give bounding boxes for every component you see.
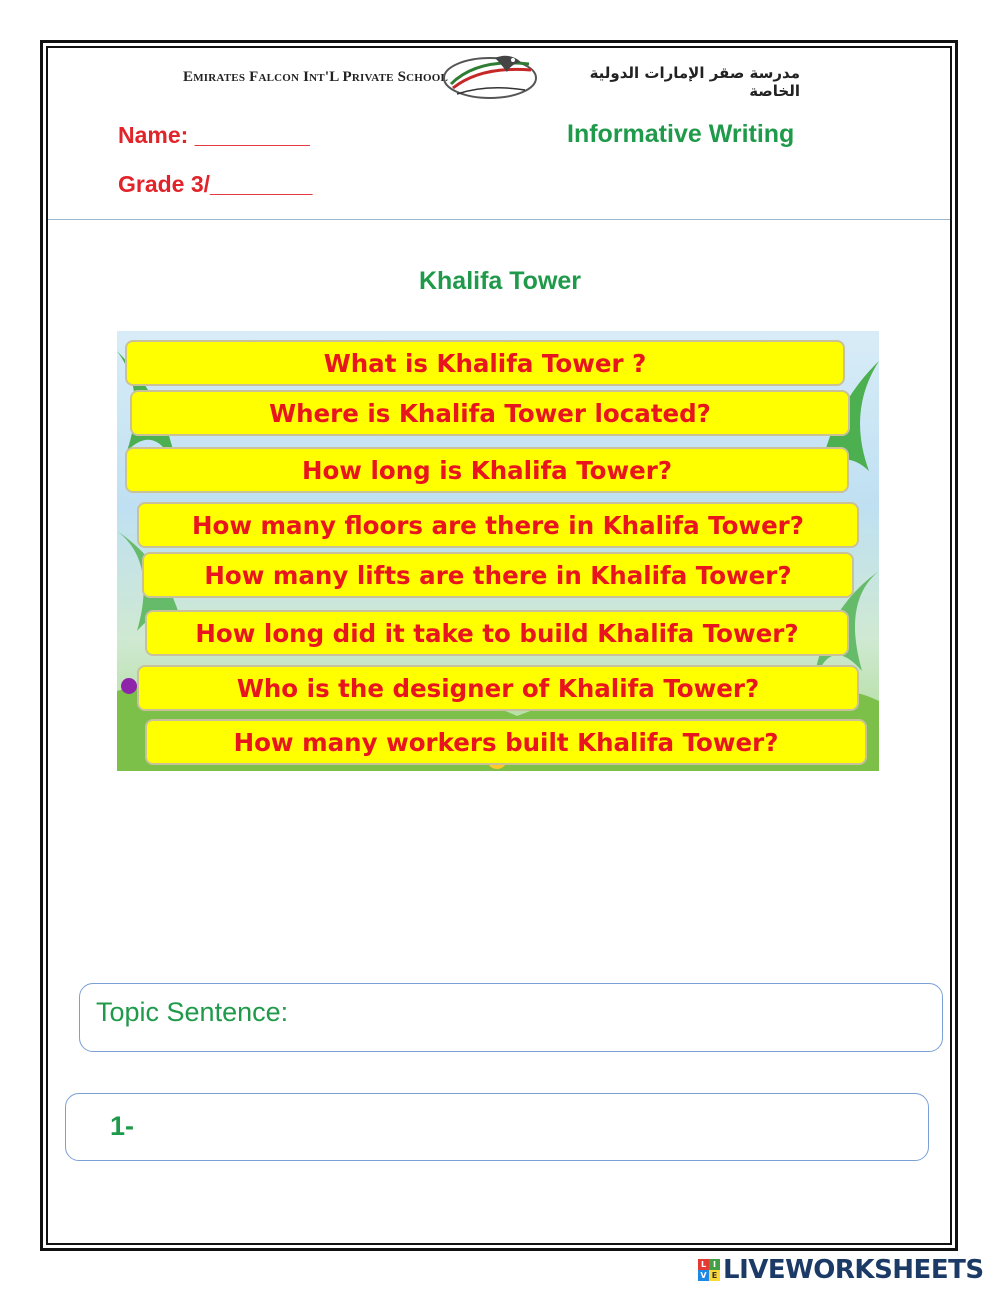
question-1: What is Khalifa Tower ? xyxy=(125,340,845,386)
worksheet-title: Khalifa Tower xyxy=(418,267,582,295)
school-name-english: Emirates Falcon Int'L Private School xyxy=(183,69,449,85)
school-falcon-logo xyxy=(437,50,543,102)
question-5: How many lifts are there in Khalifa Tower? xyxy=(142,552,854,598)
question-2: Where is Khalifa Tower located? xyxy=(130,390,850,436)
answer-number-label: 1- xyxy=(110,1111,135,1141)
subject-title: Informative Writing xyxy=(567,120,795,148)
topic-sentence-label: Topic Sentence: xyxy=(96,997,289,1027)
question-6: How long did it take to build Khalifa Tower? xyxy=(145,610,849,656)
liveworksheets-brand[interactable] xyxy=(698,1255,984,1285)
answer-box-1[interactable] xyxy=(65,1093,929,1161)
question-3: How long is Khalifa Tower? xyxy=(125,447,849,493)
header-divider xyxy=(48,219,950,220)
question-4: How many floors are there in Khalifa Tower? xyxy=(137,502,859,548)
liveworksheets-wordmark: LIVEWORKSHEETS xyxy=(723,1255,984,1285)
grade-field-label[interactable]: Grade 3/________ xyxy=(118,171,313,197)
question-8: How many workers built Khalifa Tower? xyxy=(145,719,867,765)
question-7: Who is the designer of Khalifa Tower? xyxy=(137,665,859,711)
school-name-arabic: مدرسة صقر الإمارات الدولية الخاصة xyxy=(589,64,800,100)
questions-banner xyxy=(117,331,879,771)
name-field-label[interactable]: Name: _________ xyxy=(118,122,310,148)
liveworksheets-logo-icon: L I V E xyxy=(698,1259,720,1281)
